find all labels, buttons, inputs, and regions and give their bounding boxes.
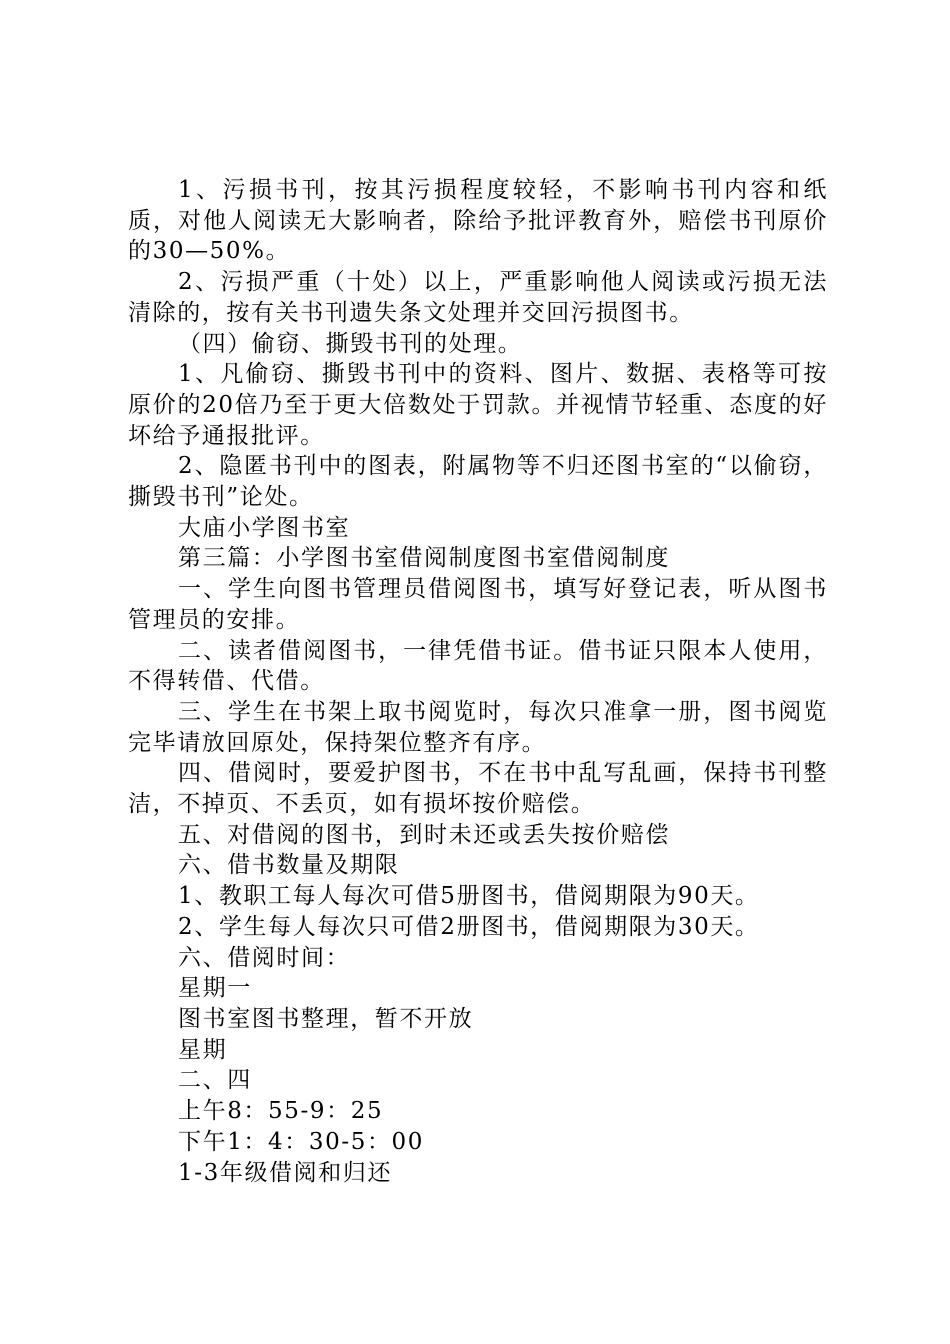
section-heading-theft: （四）偷窃、撕毁书刊的处理。 bbox=[178, 330, 523, 357]
schedule-monday-note: 图书室图书整理，暂不开放 bbox=[178, 1005, 474, 1032]
schedule-days: 二、四 bbox=[178, 1067, 252, 1094]
rule-four: 四、借阅时，要爱护图书，不在书中乱写乱画，保持书刊整洁，不掉页、不丢页，如有损坏按价赔偿。 bbox=[128, 760, 828, 818]
rule-six-heading: 六、借书数量及期限 bbox=[178, 852, 400, 879]
schedule-morning: 上午8：55-9：25 bbox=[178, 1098, 384, 1125]
rule-one: 一、学生向图书管理员借阅图书，填写好登记表，听从图书管理员的安排。 bbox=[128, 576, 828, 633]
hours-heading: 六、借阅时间： bbox=[178, 944, 351, 971]
library-name: 大庙小学图书室 bbox=[178, 514, 351, 541]
schedule-grades: 1-3年级借阅和归还 bbox=[178, 1159, 393, 1186]
rule-three: 三、学生在书架上取书阅览时，每次只准拿一册，图书阅览完毕请放回原处，保持架位整齐有序。 bbox=[128, 698, 828, 756]
paragraph-damage-severe: 2、污损严重（十处）以上，严重影响他人阅读或污损无法清除的，按有关书刊遗失条文处理并交回污损图书。 bbox=[128, 269, 828, 326]
limit-students: 2、学生每人每次只可借2册图书，借阅期限为30天。 bbox=[178, 913, 760, 940]
schedule-weekday-label: 星期 bbox=[178, 1036, 228, 1063]
paragraph-theft-fine: 1、凡偷窃、撕毁书刊中的资料、图片、数据、表格等可按原价的20倍乃至于更大倍数处于罚款。并视情节轻重、态度的好坏给予通报批评。 bbox=[128, 361, 828, 449]
rule-five: 五、对借阅的图书，到时未还或丢失按价赔偿 bbox=[178, 821, 670, 848]
schedule-monday: 星期一 bbox=[178, 975, 252, 1002]
paragraph-damage-light: 1、污损书刊，按其污损程度较轻，不影响书刊内容和纸质，对他人阅读无大影响者，除给予批评教育外，赔偿书刊原价的30—50%。 bbox=[128, 177, 828, 265]
paragraph-concealment: 2、隐匿书刊中的图表，附属物等不归还图书室的“以偷窃，撕毁书刊”论处。 bbox=[128, 453, 828, 511]
rule-two: 二、读者借阅图书，一律凭借书证。借书证只限本人使用，不得转借、代借。 bbox=[128, 637, 828, 695]
schedule-afternoon: 下午1：4：30-5：00 bbox=[178, 1128, 425, 1155]
limit-staff: 1、教职工每人每次可借5册图书，借阅期限为90天。 bbox=[178, 883, 760, 910]
chapter-title: 第三篇：小学图书室借阅制度图书室借阅制度 bbox=[178, 545, 670, 572]
document-body bbox=[128, 175, 828, 1188]
